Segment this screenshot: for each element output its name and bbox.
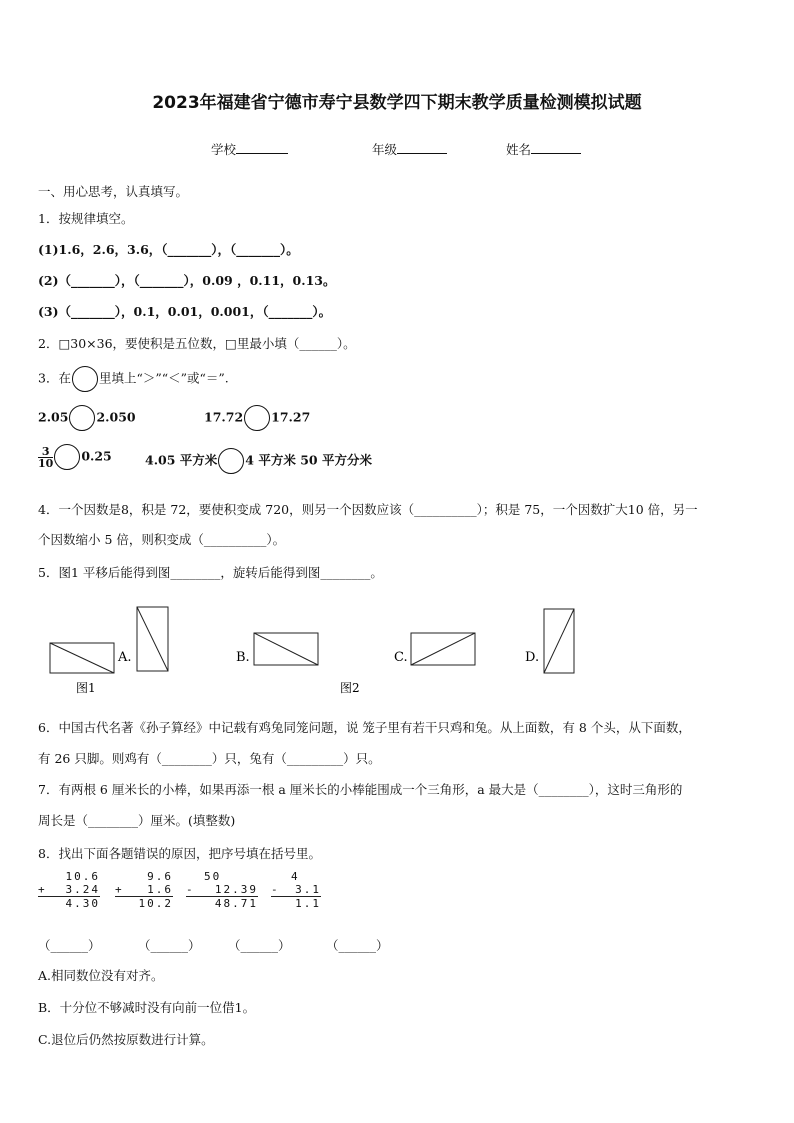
name-label: 姓名 bbox=[506, 142, 532, 157]
fraction-numerator: 3 bbox=[38, 446, 53, 458]
school-blank[interactable] bbox=[236, 141, 288, 154]
calc-result: 10.2 bbox=[138, 897, 173, 910]
name-field[interactable] bbox=[506, 140, 581, 158]
calc-top: 10.6 bbox=[65, 870, 100, 883]
q6-line2: 有 26 只脚。则鸡有（________）只，兔有（_________）只。 bbox=[38, 751, 381, 766]
fraction bbox=[38, 446, 53, 469]
compare-circle-icon bbox=[72, 366, 98, 392]
q3-value: 2.05 bbox=[38, 409, 69, 425]
school-field[interactable] bbox=[211, 140, 288, 158]
fraction-denominator: 10 bbox=[38, 456, 54, 470]
q3-value: 17.27 bbox=[271, 409, 311, 425]
q5-figures bbox=[0, 600, 794, 700]
calc-top: 4 bbox=[291, 870, 300, 883]
option-c-shape[interactable] bbox=[411, 633, 475, 665]
q3-row2-right bbox=[145, 448, 372, 474]
grade-blank[interactable] bbox=[397, 141, 447, 154]
q3-row2-left bbox=[38, 444, 112, 470]
q5-stem: 5．图1 平移后能得到图________，旋转后能得到图________。 bbox=[38, 565, 383, 580]
name-blank[interactable] bbox=[531, 141, 581, 154]
answer-blank-1[interactable]: （______） bbox=[38, 938, 101, 953]
option-d-shape[interactable] bbox=[544, 609, 574, 673]
option-c-label: C. bbox=[394, 650, 408, 665]
answer-blank-4[interactable]: （______） bbox=[326, 938, 389, 953]
q4-line1: 4．一个因数是8，积是 72，要使积变成 720，则另一个因数应该（__________）；积是 75，一个因数扩大10 倍，另一 bbox=[38, 502, 698, 517]
figure-1-caption: 图1 bbox=[76, 681, 96, 695]
calc-second: 3.1 bbox=[295, 883, 321, 896]
compare-circle-icon[interactable] bbox=[218, 448, 244, 474]
compare-circle-icon[interactable] bbox=[244, 405, 270, 431]
q1-part1: (1)1.6，2.6，3.6，（_______），（_______）。 bbox=[38, 242, 299, 257]
q3-row1-right bbox=[204, 405, 310, 431]
calc-result: 48.71 bbox=[214, 897, 258, 910]
calc-result: 1.1 bbox=[295, 897, 321, 910]
compare-circle-icon[interactable] bbox=[54, 444, 80, 470]
option-a-label: A. bbox=[118, 650, 132, 665]
q8-calc-1 bbox=[38, 870, 100, 910]
q3-value: 0.25 bbox=[81, 448, 112, 464]
q3-value: 17.72 bbox=[204, 409, 244, 425]
q1-stem: 1．按规律填空。 bbox=[38, 211, 134, 226]
q8-calc-2 bbox=[115, 870, 173, 910]
calc-top: 9.6 bbox=[147, 870, 173, 883]
q3-row1-left bbox=[38, 405, 136, 431]
q3-suffix: 里填上“＞”“＜”或“＝”. bbox=[98, 370, 229, 386]
q2-text: 2．□30×36，要使积是五位数，□里最小填（______）。 bbox=[38, 336, 356, 351]
calc-operator: + bbox=[115, 883, 124, 896]
calc-result: 4.30 bbox=[65, 897, 100, 910]
figure-1 bbox=[50, 643, 114, 673]
calc-operator: - bbox=[186, 883, 195, 896]
calc-second-row bbox=[115, 883, 173, 897]
section-heading: 一、用心思考，认真填写。 bbox=[38, 184, 189, 199]
q8-calc-4 bbox=[271, 870, 321, 910]
q3-value: 4.05 平方米 bbox=[145, 452, 218, 468]
compare-circle-icon[interactable] bbox=[69, 405, 95, 431]
q6-line1: 6．中国古代名著《孙子算经》中记载有鸡兔同笼问题，说 笼子里有若干只鸡和兔。从上面数，有 8 个头，从下面数， bbox=[38, 720, 691, 735]
answer-blank-3[interactable]: （______） bbox=[228, 938, 291, 953]
calc-operator: - bbox=[271, 883, 280, 896]
calc-second: 1.6 bbox=[147, 883, 173, 896]
q3-prefix: 3．在 bbox=[38, 370, 71, 386]
calc-second-row bbox=[271, 883, 321, 897]
q7-line1: 7．有两根 6 厘米长的小棒，如果再添一根 a 厘米长的小棒能围成一个三角形，a 最大是（________），这时三角形的 bbox=[38, 782, 683, 797]
grade-label: 年级 bbox=[372, 142, 398, 157]
page-title: 2023年福建省宁德市寿宁县数学四下期末教学质量检测模拟试题 bbox=[152, 93, 642, 113]
q1-part2: (2)（_______），（_______），0.09 ，0.11，0.13。 bbox=[38, 273, 336, 288]
q8-calc-3 bbox=[186, 870, 258, 910]
q8-option-a: A.相同数位没有对齐。 bbox=[38, 968, 164, 983]
q8-option-c: C.退位后仍然按原数进行计算。 bbox=[38, 1032, 214, 1047]
school-label: 学校 bbox=[211, 142, 237, 157]
grade-field[interactable] bbox=[372, 140, 447, 158]
q4-line2: 个因数缩小 5 倍，则积变成（__________）。 bbox=[38, 532, 286, 547]
calc-second-row bbox=[186, 883, 258, 897]
q7-line2: 周长是（________）厘米。(填整数) bbox=[38, 813, 236, 828]
calc-second: 12.39 bbox=[214, 883, 258, 896]
q3-value: 2.050 bbox=[96, 409, 136, 425]
option-b-shape[interactable] bbox=[254, 633, 318, 665]
q8-option-b: B．十分位不够减时没有向前一位借1。 bbox=[38, 1000, 256, 1015]
answer-blank-2[interactable]: （______） bbox=[138, 938, 201, 953]
option-a-shape[interactable] bbox=[137, 607, 168, 671]
calc-top: 50 bbox=[204, 870, 222, 883]
q3-value: 4 平方米 50 平方分米 bbox=[245, 452, 372, 468]
figure-2-caption: 图2 bbox=[340, 681, 360, 695]
option-b-label: B. bbox=[236, 650, 250, 665]
q1-part3: (3)（_______），0.1，0.01，0.001，（_______）。 bbox=[38, 304, 332, 319]
calc-second-row bbox=[38, 883, 100, 897]
calc-second: 3.24 bbox=[65, 883, 100, 896]
calc-operator: + bbox=[38, 883, 47, 896]
q8-stem: 8．找出下面各题错误的原因，把序号填在括号里。 bbox=[38, 846, 321, 861]
option-d-label: D. bbox=[525, 650, 540, 665]
q3-stem bbox=[38, 366, 229, 392]
